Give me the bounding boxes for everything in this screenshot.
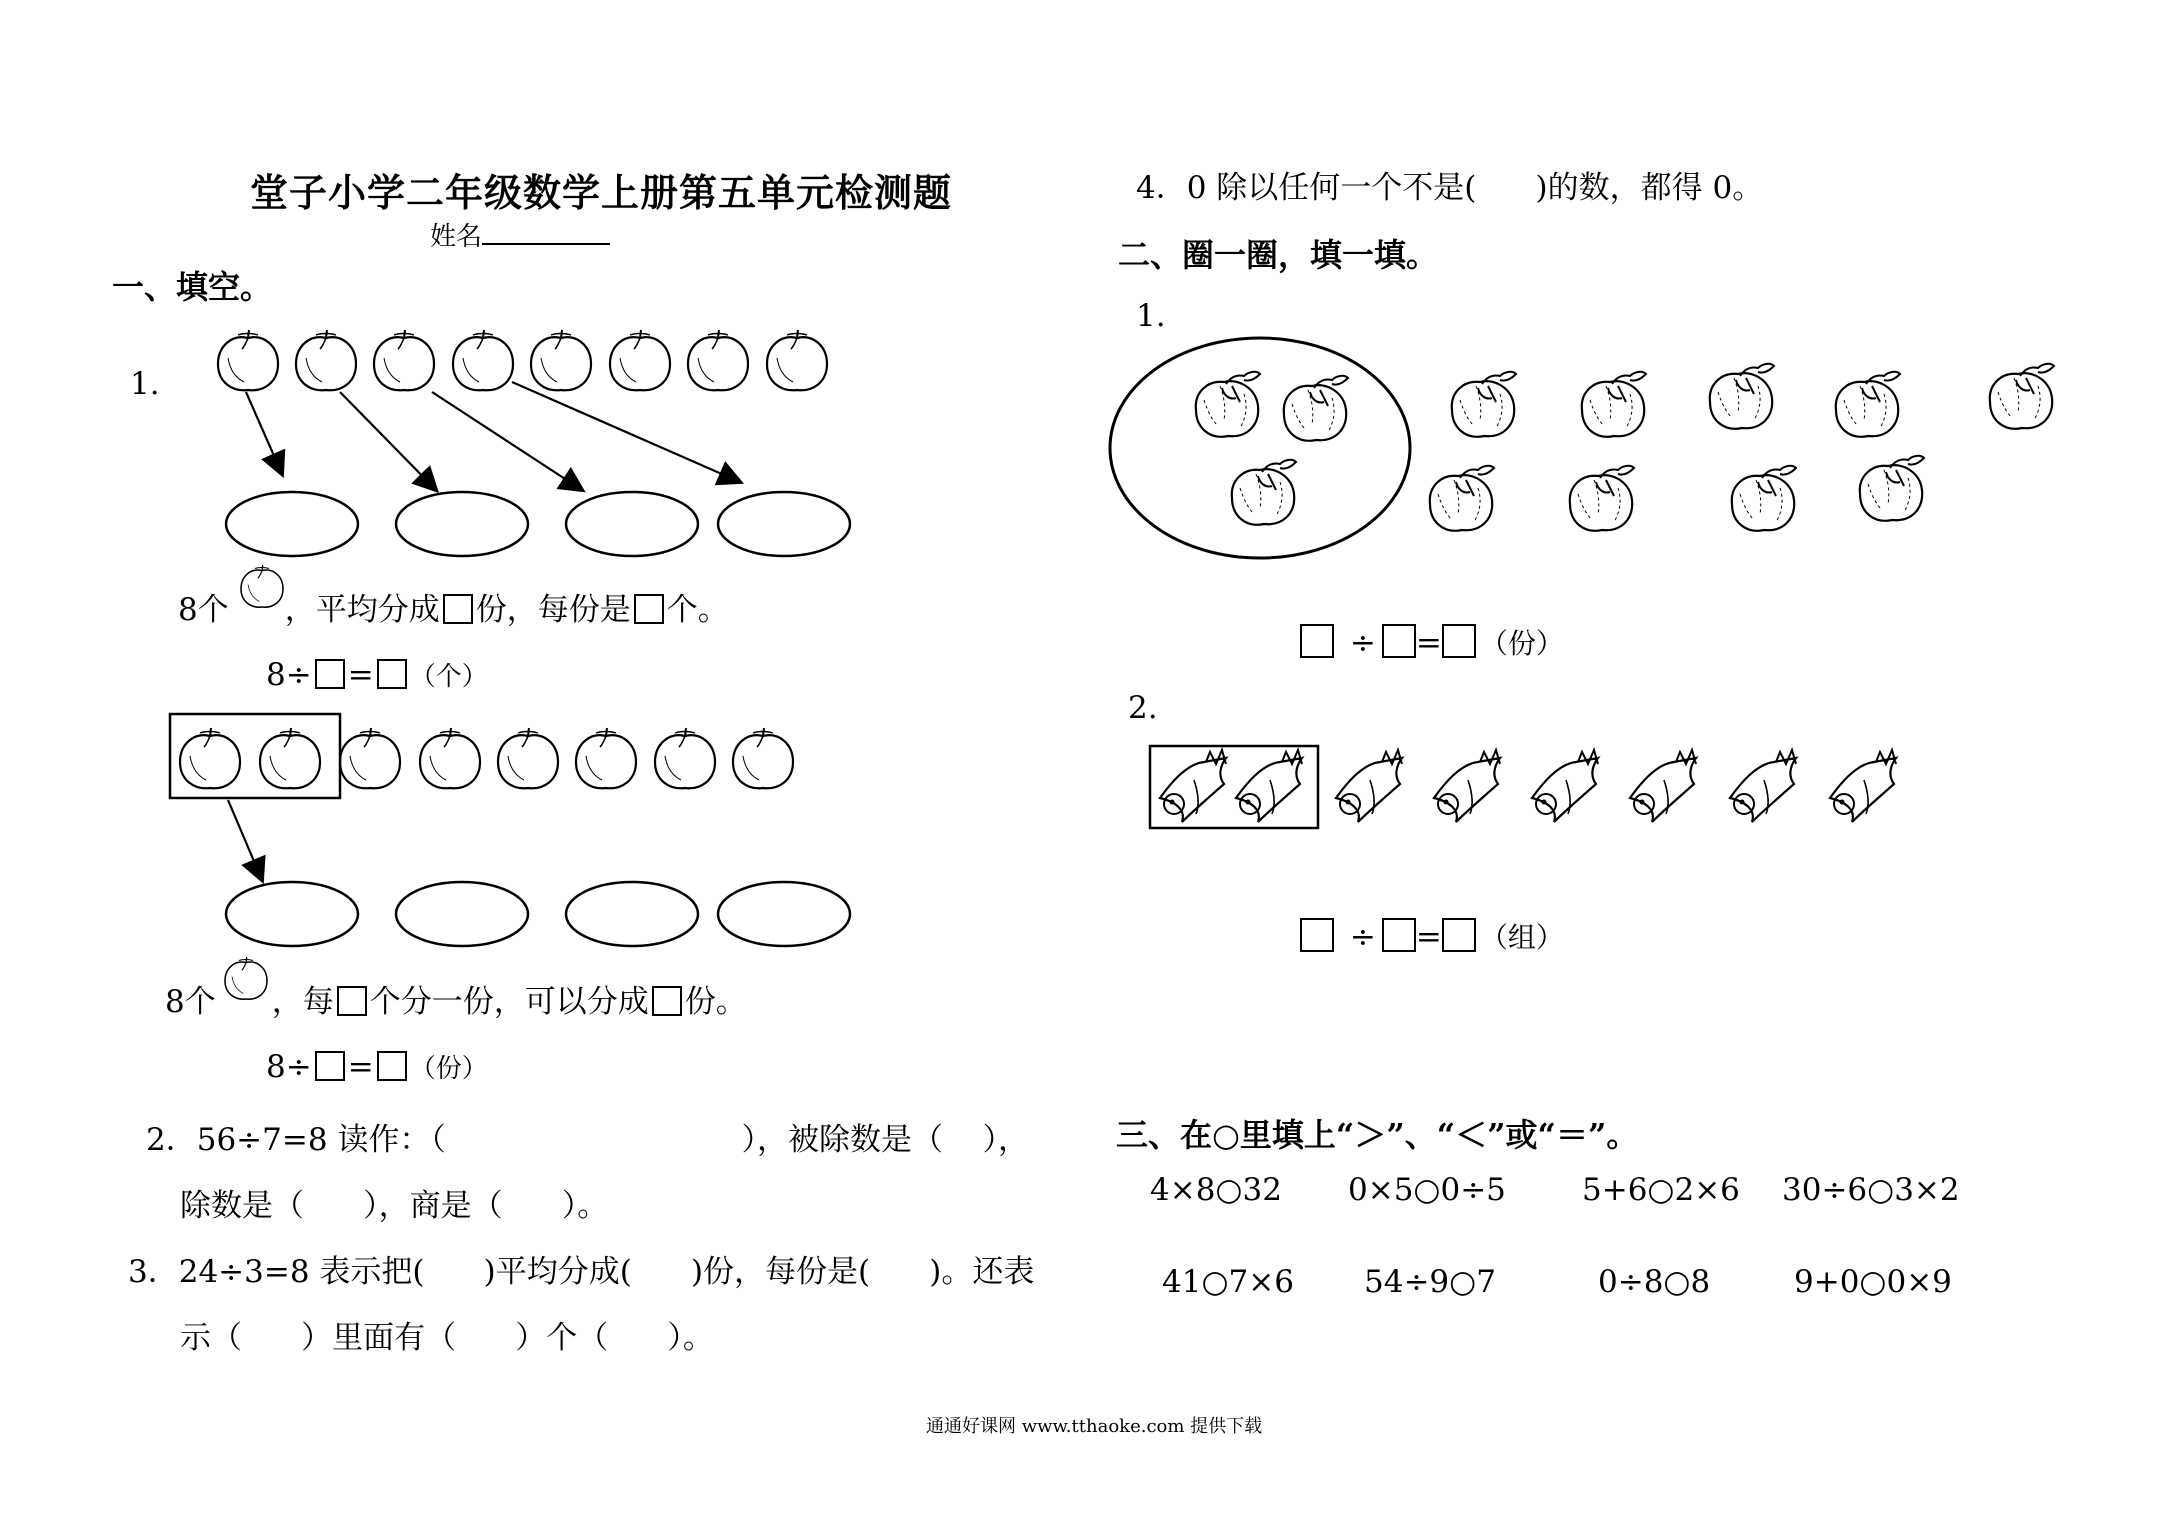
apple-icon xyxy=(453,330,513,390)
bird-icon xyxy=(1630,750,1696,822)
oval-icon xyxy=(718,492,850,556)
answer-box[interactable] xyxy=(1382,624,1416,658)
apple-icon xyxy=(733,728,793,788)
q2-line1: 2．56÷7=8 读作：（ ），被除数是（ ）， xyxy=(146,1122,1029,1158)
q2-line2: 除数是（ ），商是（ ）。 xyxy=(180,1188,609,1224)
answer-box[interactable] xyxy=(443,594,473,624)
answer-box[interactable] xyxy=(337,986,367,1016)
apple-icon xyxy=(655,728,715,788)
page-title: 堂子小学二年级数学上册第五单元检测题 xyxy=(250,170,953,215)
arrow-icon xyxy=(512,382,740,482)
q1-line2: 8个 ，每 个分一份，可以分成 份。 xyxy=(165,984,747,1020)
apple-icon xyxy=(688,330,748,390)
oval-icon xyxy=(226,882,358,946)
compare-item[interactable]: 0×5○0÷5 xyxy=(1348,1172,1506,1208)
oval-icon xyxy=(566,492,698,556)
q1-number: 1. xyxy=(130,366,160,402)
q3-line2: 示（ ）里面有（ ）个（ ）。 xyxy=(180,1320,714,1356)
compare-item[interactable]: 41○7×6 xyxy=(1162,1264,1294,1300)
q1-line1: 8个 ，平均分成 份，每份是 个。 xyxy=(178,592,729,628)
name-blank-line[interactable] xyxy=(482,221,610,245)
bird-icon xyxy=(1532,750,1598,822)
answer-box[interactable] xyxy=(315,1051,345,1081)
answer-box[interactable] xyxy=(315,659,345,689)
answer-box[interactable] xyxy=(1382,918,1416,952)
answer-box[interactable] xyxy=(1442,624,1476,658)
oval-icon xyxy=(718,882,850,946)
fruit-icon xyxy=(1582,372,1646,437)
bird-icon xyxy=(1336,750,1402,822)
apple-icon xyxy=(420,728,480,788)
apple-icon xyxy=(180,728,240,788)
oval-icon xyxy=(566,882,698,946)
s2-q1-eq: ÷ = （份） xyxy=(1300,622,1564,662)
apple-icon xyxy=(498,728,558,788)
apple-icon xyxy=(296,330,356,390)
bird-icon xyxy=(1160,750,1226,822)
fruit-icon xyxy=(1836,372,1900,437)
answer-box[interactable] xyxy=(377,1051,407,1081)
answer-box[interactable] xyxy=(634,594,664,624)
answer-box[interactable] xyxy=(1442,918,1476,952)
apple-icon xyxy=(340,728,400,788)
apple-icon xyxy=(576,728,636,788)
q3-line1: 3．24÷3=8 表示把( )平均分成( )份，每份是( )。还表 xyxy=(128,1254,1035,1290)
fruit-icon xyxy=(1284,376,1348,441)
apple-icon xyxy=(610,330,670,390)
apple-icon xyxy=(260,728,320,788)
circle-group xyxy=(1110,338,1410,558)
fruit-icon xyxy=(1452,372,1516,437)
group-box xyxy=(1150,746,1318,828)
answer-box[interactable] xyxy=(377,659,407,689)
apple-icon xyxy=(218,330,278,390)
footer: 通通好课网 www.tthaoke.com 提供下载 xyxy=(926,1416,1263,1437)
s2-q1-number: 1. xyxy=(1136,298,1166,334)
bird-icon xyxy=(1236,750,1302,822)
s2-q2-eq: ÷ = （组） xyxy=(1300,916,1564,956)
name-field[interactable] xyxy=(430,216,610,253)
fruit-icon xyxy=(1860,456,1924,521)
answer-box[interactable] xyxy=(652,986,682,1016)
answer-box[interactable] xyxy=(1300,624,1334,658)
fruit-icon xyxy=(1430,466,1494,531)
apple-icon xyxy=(531,330,591,390)
section1-heading: 一、填空。 xyxy=(112,268,273,306)
oval-icon xyxy=(396,882,528,946)
bird-icon xyxy=(1434,750,1500,822)
answer-box[interactable] xyxy=(1300,918,1334,952)
q1-eq2: 8÷ = （份） xyxy=(266,1049,488,1085)
arrow-icon xyxy=(246,392,282,474)
q1-eq1: 8÷ = （个） xyxy=(266,657,488,693)
q4-text: 4．0 除以任何一个不是( )的数，都得 0。 xyxy=(1136,170,1764,206)
oval-icon xyxy=(396,492,528,556)
section2-heading: 二、圈一圈，填一填。 xyxy=(1118,236,1439,274)
fruit-icon xyxy=(1196,372,1260,437)
section3-heading: 三、在○里填上“＞”、“＜”或“＝”。 xyxy=(1116,1116,1639,1154)
apple-icon xyxy=(767,330,827,390)
fruit-icon xyxy=(1990,364,2054,429)
oval-icon xyxy=(226,492,358,556)
s2-q2-number: 2. xyxy=(1128,690,1158,726)
compare-item[interactable]: 5+6○2×6 xyxy=(1582,1172,1740,1208)
name-label: 姓名 xyxy=(430,222,483,252)
compare-item[interactable]: 0÷8○8 xyxy=(1598,1264,1711,1300)
fruit-icon xyxy=(1570,466,1634,531)
fruit-icon xyxy=(1732,466,1796,531)
compare-item[interactable]: 4×8○32 xyxy=(1150,1172,1282,1208)
arrow-icon xyxy=(340,392,436,490)
compare-item[interactable]: 9+0○0×9 xyxy=(1794,1264,1952,1300)
fruit-icon xyxy=(1710,364,1774,429)
compare-item[interactable]: 54÷9○7 xyxy=(1364,1264,1496,1300)
arrow-icon xyxy=(432,392,582,490)
bird-icon xyxy=(1830,750,1896,822)
group-box xyxy=(170,714,340,798)
apple-icon xyxy=(374,330,434,390)
compare-item[interactable]: 30÷6○3×2 xyxy=(1782,1172,1960,1208)
bird-icon xyxy=(1730,750,1796,822)
arrow-icon xyxy=(228,800,262,880)
fruit-icon xyxy=(1232,460,1296,525)
